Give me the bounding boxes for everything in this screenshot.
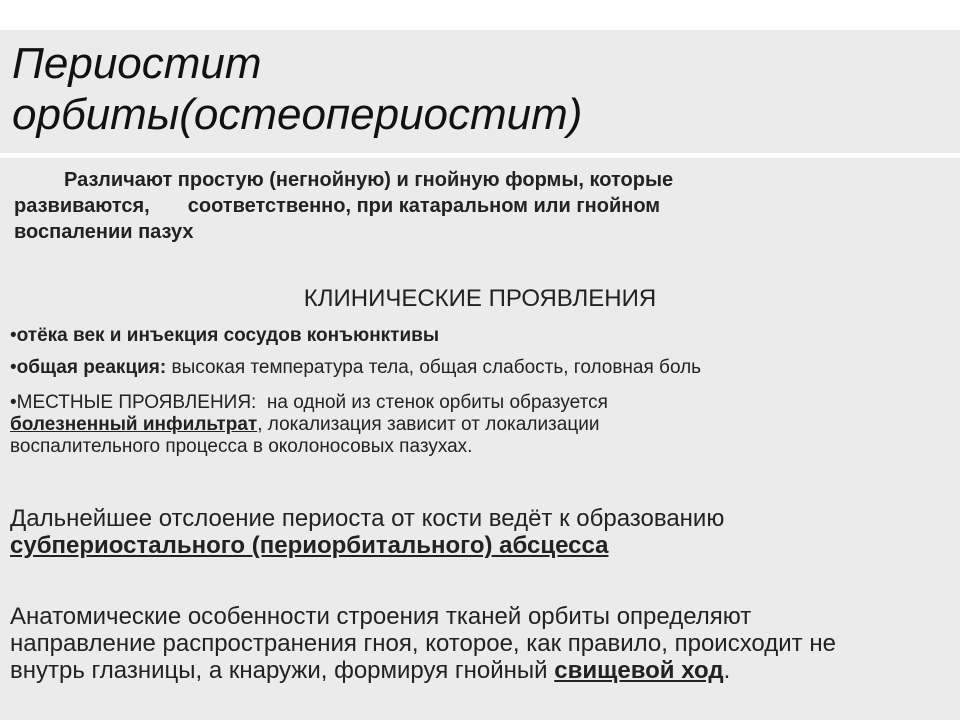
paragraph-line-1: Дальнейшее отслоение периоста от кости ведёт к образованию [10,505,725,532]
title-line-1: Периостит [12,39,262,88]
bullet-local-signs [10,392,940,458]
bullet-label: МЕСТНЫЕ ПРОЯВЛЕНИЯ: [16,392,257,413]
intro-line-2b: соответственно, при катаральном или гнойном [187,195,661,217]
bullet-text-line-3: воспалительного процесса в околоносовых пазухах. [10,436,473,457]
bullet-text: высокая температура тела, общая слабость, головная боль [166,357,702,378]
paragraph-line-1: Анатомические особенности строения тканей орбиты определяют [10,603,752,630]
bullet-eyelid-edema [10,325,940,347]
bullet-text: на одной из стенок орбиты образуется [256,392,608,413]
paragraph-abscess [10,505,950,559]
bullet-general-reaction [10,357,940,379]
intro-paragraph [14,167,914,245]
bullet-marker: • [10,325,17,346]
paragraph-line-2: направление распространения гноя, которое, как правило, происходит не [10,630,836,657]
intro-line-2a: развиваются, [14,195,150,217]
intro-line-3: воспалении пазух [14,221,194,243]
slide-title [12,38,582,140]
paragraph-end: . [723,657,731,684]
section-heading: КЛИНИЧЕСКИЕ ПРОЯВЛЕНИЯ [303,285,657,312]
bullet-text-continued: , локализация зависит от локализации [257,414,600,435]
bullet-marker: • [10,357,17,378]
bullet-label: общая реакция: [16,357,167,378]
term-subperiosteal-abscess: субпериостального (периорбитального) абсцесса [10,532,609,559]
bullet-marker: • [10,392,17,413]
paragraph-anatomy [10,603,950,684]
term-fistula-tract: свищевой ход [554,657,724,684]
bullet-text: отёка век и инъекция сосудов конъюнктивы [16,325,440,346]
paragraph-line-3: внутрь глазницы, а кнаружи, формируя гнойный [10,657,555,684]
title-line-2: орбиты(остеопериостит) [12,90,583,139]
term-painful-infiltrate: болезненный инфильтрат [10,414,258,435]
intro-line-1: Различают простую (негнойную) и гнойную формы, которые [64,169,674,191]
